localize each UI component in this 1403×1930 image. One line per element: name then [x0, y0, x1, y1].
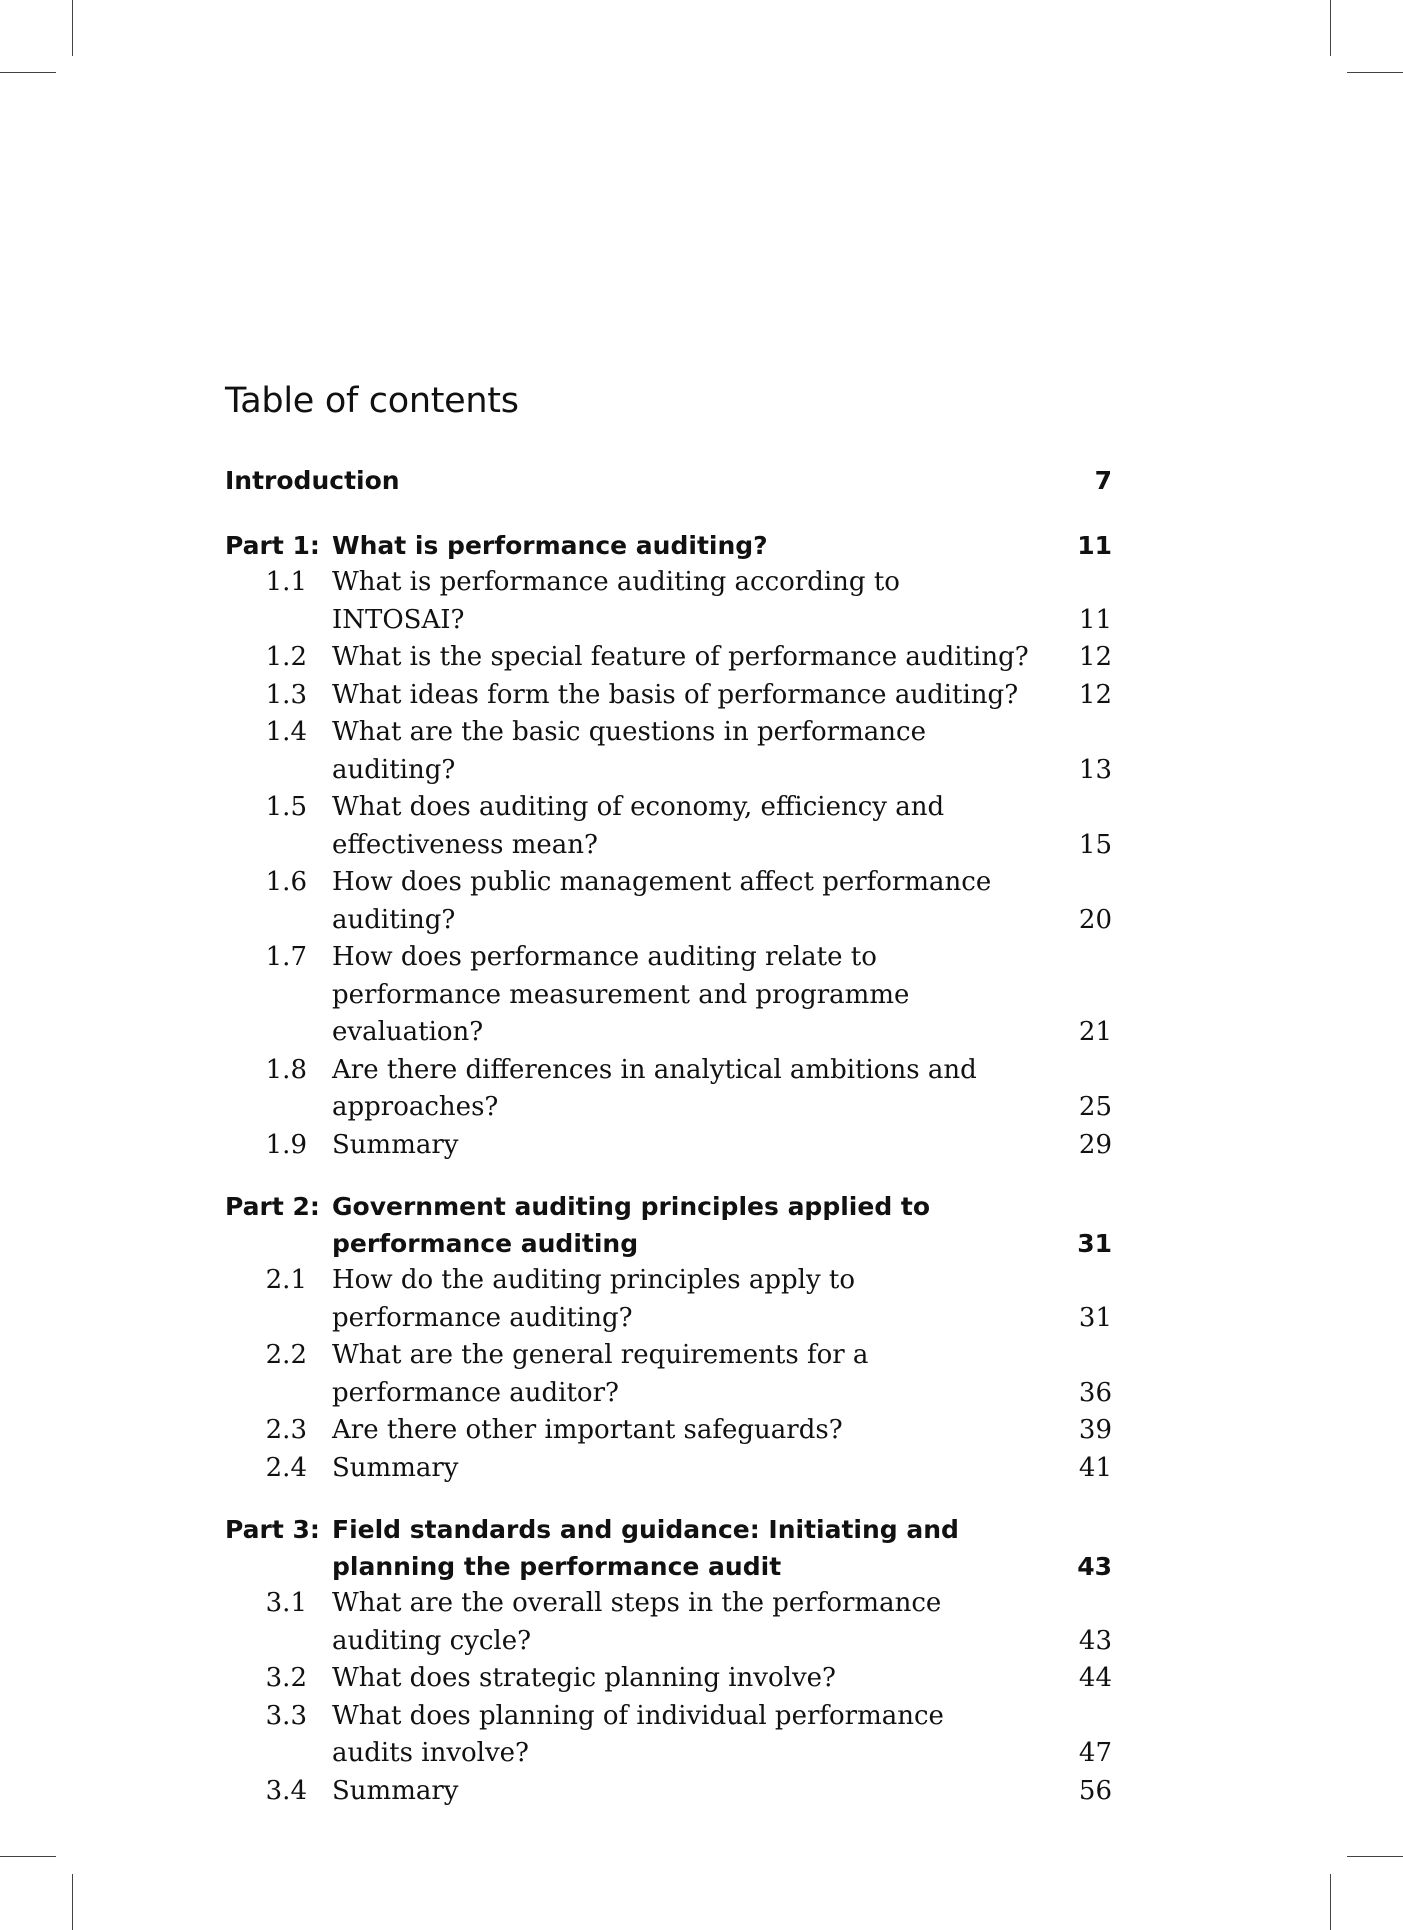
section-page-number: 15	[1078, 829, 1112, 860]
crop-mark	[1347, 72, 1403, 73]
section-number: 1.9	[265, 1129, 307, 1160]
section-title: Summary	[332, 1775, 459, 1806]
section-page-number: 44	[1078, 1663, 1112, 1693]
section-title: What is performance auditing according to INTOSAI?	[332, 567, 900, 635]
section-number: 1.7	[265, 942, 307, 972]
toc-part-2	[225, 1188, 1112, 1487]
entry-page-number: 7	[1094, 466, 1112, 495]
section-number: 1.6	[265, 867, 307, 897]
section-title: What does planning of individual performance audits involve?	[332, 1700, 944, 1768]
part-label: Part 3:	[225, 1515, 320, 1544]
crop-mark	[72, 0, 73, 56]
section-number: 1.1	[265, 567, 307, 597]
table-of-contents	[225, 380, 1112, 1834]
entry-title: Introduction	[225, 466, 400, 495]
toc-section[interactable]	[225, 564, 1112, 639]
toc-section[interactable]	[225, 1585, 1112, 1660]
section-number: 2.3	[265, 1415, 307, 1445]
crop-mark	[0, 1856, 56, 1857]
section-number: 2.2	[265, 1340, 307, 1370]
section-title: How does performance auditing relate to performance measurement and programme evaluation?	[332, 942, 910, 1047]
section-number: 1.8	[265, 1054, 307, 1085]
section-page-number: 56	[1078, 1775, 1112, 1806]
section-page-number: 39	[1078, 1415, 1112, 1445]
toc-section[interactable]	[225, 864, 1112, 939]
part-label: Part 2:	[225, 1192, 320, 1221]
part-page-number: 31	[1077, 1229, 1112, 1258]
section-page-number: 11	[1078, 604, 1112, 635]
toc-section[interactable]	[225, 1698, 1112, 1773]
section-page-number: 43	[1078, 1625, 1112, 1656]
part-page-number: 11	[1077, 531, 1112, 560]
section-number: 3.1	[265, 1588, 307, 1618]
section-page-number: 31	[1078, 1302, 1112, 1333]
toc-section[interactable]	[225, 1450, 1112, 1488]
crop-mark	[1330, 0, 1331, 56]
toc-section[interactable]	[225, 1127, 1112, 1165]
section-number: 1.3	[265, 679, 307, 710]
section-title: What is the special feature of performance auditing?	[332, 642, 1029, 672]
section-page-number: 12	[1078, 642, 1112, 672]
section-page-number: 12	[1078, 679, 1112, 710]
section-number: 1.4	[265, 717, 307, 747]
part-heading[interactable]	[225, 1188, 1112, 1262]
section-number: 3.4	[265, 1775, 307, 1806]
crop-mark	[1330, 1874, 1331, 1930]
section-page-number: 41	[1078, 1452, 1112, 1483]
crop-mark	[0, 72, 56, 73]
section-number: 1.5	[265, 792, 307, 822]
section-page-number: 21	[1078, 1017, 1112, 1047]
section-title: Summary	[332, 1129, 459, 1160]
section-title: Summary	[332, 1452, 459, 1483]
section-number: 3.3	[265, 1700, 307, 1731]
section-page-number: 36	[1078, 1377, 1112, 1408]
toc-section[interactable]	[225, 939, 1112, 1052]
part-title: Government auditing principles applied to performance auditing	[332, 1192, 931, 1258]
section-title: Are there differences in analytical ambitions and approaches?	[332, 1054, 977, 1122]
toc-section[interactable]	[225, 789, 1112, 864]
part-heading[interactable]	[225, 1511, 1112, 1585]
toc-section[interactable]	[225, 1052, 1112, 1127]
section-page-number: 20	[1078, 904, 1112, 935]
toc-part-1	[225, 527, 1112, 1164]
section-title: Are there other important safeguards?	[332, 1415, 843, 1445]
section-title: What does auditing of economy, efficiency and effectiveness mean?	[332, 792, 945, 860]
section-number: 2.1	[265, 1265, 307, 1295]
section-page-number: 25	[1078, 1092, 1112, 1122]
toc-entry-introduction[interactable]	[225, 462, 1112, 499]
section-title: What are the general requirements for a performance auditor?	[332, 1340, 869, 1408]
part-title: What is performance auditing?	[332, 531, 768, 560]
section-title: What does strategic planning involve?	[332, 1663, 836, 1693]
section-title: What are the overall steps in the performance auditing cycle?	[332, 1588, 942, 1656]
section-title: What ideas form the basis of performance auditing?	[332, 679, 1019, 710]
section-page-number: 29	[1078, 1129, 1112, 1160]
toc-section[interactable]	[225, 677, 1112, 715]
section-page-number: 47	[1078, 1738, 1112, 1768]
section-title: How do the auditing principles apply to performance auditing?	[332, 1265, 855, 1333]
section-number: 1.2	[265, 642, 307, 672]
part-heading[interactable]	[225, 527, 1112, 564]
toc-section[interactable]	[225, 714, 1112, 789]
section-page-number: 13	[1078, 754, 1112, 785]
toc-section[interactable]	[225, 1412, 1112, 1450]
page-title: Table of contents	[225, 381, 519, 421]
toc-section[interactable]	[225, 639, 1112, 677]
section-number: 3.2	[265, 1663, 307, 1693]
section-title: How does public management affect performance auditing?	[332, 867, 992, 935]
part-title: Field standards and guidance: Initiating and planning the performance audit	[332, 1515, 959, 1581]
section-number: 2.4	[265, 1452, 307, 1483]
crop-mark	[72, 1874, 73, 1930]
crop-mark	[1347, 1856, 1403, 1857]
toc-section[interactable]	[225, 1337, 1112, 1412]
section-title: What are the basic questions in performance auditing?	[332, 717, 926, 785]
toc-part-3	[225, 1511, 1112, 1810]
toc-section[interactable]	[225, 1262, 1112, 1337]
part-label: Part 1:	[225, 531, 320, 560]
part-page-number: 43	[1077, 1552, 1112, 1581]
toc-section[interactable]	[225, 1660, 1112, 1698]
toc-section[interactable]	[225, 1773, 1112, 1811]
